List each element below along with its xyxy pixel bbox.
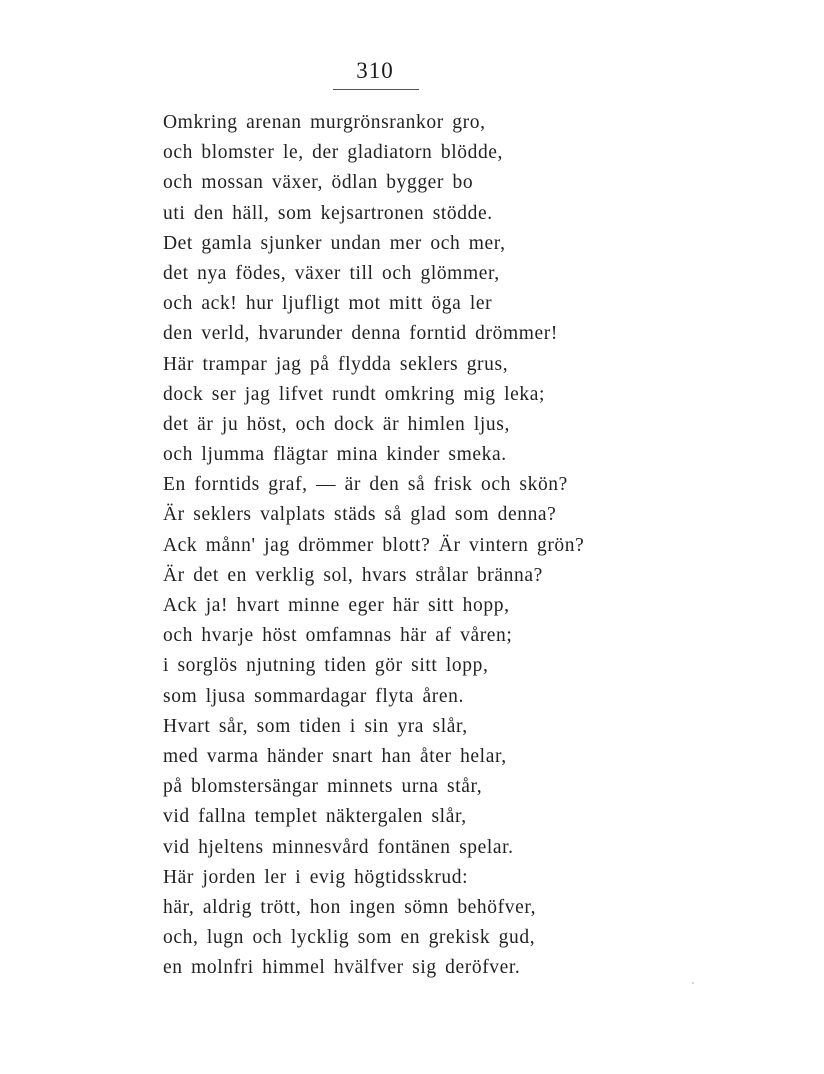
poem-stanza — [163, 108, 653, 983]
poem-line: med varma händer snart han åter helar, — [163, 745, 507, 767]
poem-line: det nya födes, växer till och glömmer, — [163, 262, 500, 284]
poem-line: dock ser jag lifvet rundt omkring mig leka; — [163, 383, 546, 405]
poem-line: Omkring arenan murgrönsrankor gro, — [163, 112, 486, 133]
page-number-rule — [333, 89, 419, 90]
poem-line: i sorglös njutning tiden gör sitt lopp, — [163, 655, 489, 677]
poem-line: Ack ja! hvart minne eger här sitt hopp, — [163, 595, 510, 616]
page-number: 310 — [356, 58, 394, 83]
poem-line: vid hjeltens minnesvård fontänen spelar. — [163, 836, 514, 858]
poem-line: och ljumma flägtar mina kinder smeka. — [163, 444, 507, 466]
poem-line: och hvarje höst omfamnas här af våren; — [163, 625, 513, 647]
poem-line: Hvart sår, som tiden i sin yra slår, — [163, 715, 468, 737]
poem-line: Det gamla sjunker undan mer och mer, — [163, 232, 506, 254]
poem-line: som ljusa sommardagar flyta åren. — [163, 685, 464, 707]
poem-line: och blomster le, der gladiatorn blödde, — [163, 142, 504, 164]
poem-line: den verld, hvarunder denna forntid drömmer! — [163, 323, 558, 345]
paper-speck — [692, 982, 694, 984]
poem-line: En forntids graf, — är den så frisk och skön? — [163, 474, 568, 496]
poem-line: och ack! hur ljufligt mot mitt öga ler — [163, 293, 493, 315]
poem-line: och, lugn och lycklig som en grekisk gud, — [163, 927, 536, 949]
poem-line: på blomstersängar minnets urna står, — [163, 776, 483, 798]
poem-line: en molnfri himmel hvälfver sig deröfver. — [163, 957, 521, 979]
poem-line: Är det en verklig sol, hvars strålar bränna? — [163, 564, 543, 586]
poem-line: här, aldrig trött, hon ingen sömn behöfver, — [163, 896, 537, 918]
poem-line: och mossan växer, ödlan bygger bo — [163, 172, 474, 194]
poem-line: Här trampar jag på flydda seklers grus, — [163, 353, 509, 375]
poem-line: det är ju höst, och dock är himlen ljus, — [163, 413, 510, 435]
poem-line: Här jorden ler i evig högtidsskrud: — [163, 866, 469, 888]
poem-line: uti den häll, som kejsartronen stödde. — [163, 202, 493, 224]
poem-line: Ack månn' jag drömmer blott? Är vintern grön? — [163, 534, 585, 556]
poem-line: vid fallna templet näktergalen slår, — [163, 806, 467, 828]
poem-line: Är seklers valplats städs så glad som denna? — [163, 504, 557, 526]
